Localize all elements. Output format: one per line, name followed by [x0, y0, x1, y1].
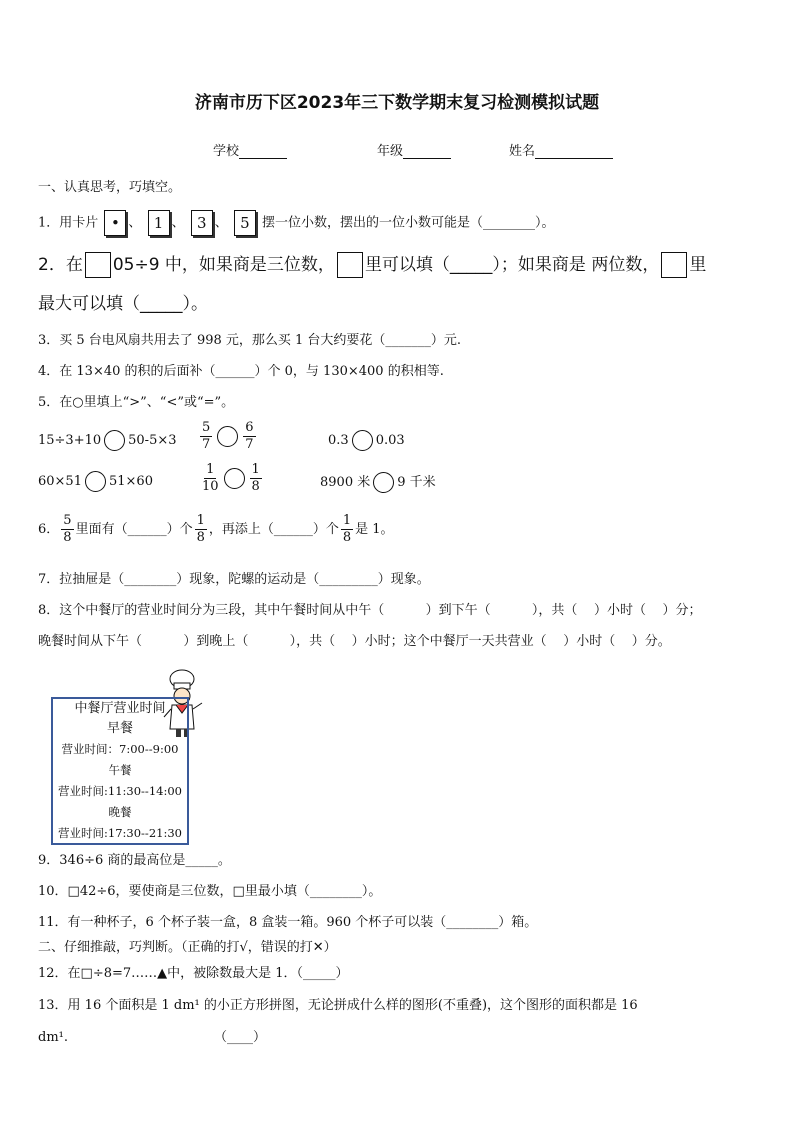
- section-2-heading: 二、仔细推敲，巧判断。（正确的打√，错误的打✕）: [38, 940, 337, 955]
- school-label: 学校: [213, 144, 240, 159]
- question-4: 4．在 13×40 的积的后面补（______）个 0，与 130×400 的积相等.: [38, 364, 444, 379]
- question-13-line2: dm¹.: [38, 1030, 68, 1045]
- schedule-box: [51, 697, 189, 845]
- compare-5: $\frac{1}{10}$ $\frac{1}{8}$: [202, 462, 260, 494]
- question-12: 12．在□÷8=7……▲中，被除数最大是 1．（_____）: [38, 966, 349, 981]
- question-3: 3．买 5 台电风扇共用去了 998 元，那么买 1 台大约要花（_______）元.: [38, 333, 462, 348]
- question-7: 7．拉抽屉是（________）现象，陀螺的运动是（_________）现象。: [38, 572, 430, 587]
- question-8-line2: 晚餐时间从下午（ ）到晚上（ ），共（ ）小时；这个中餐厅一天共营业（ ）小时（ ）分。: [38, 634, 671, 649]
- blank-box[interactable]: [337, 252, 363, 278]
- blank-box[interactable]: [85, 252, 111, 278]
- compare-4: 60×51 51×60: [38, 471, 153, 492]
- question-11: 11．有一种杯子，6 个杯子装一盒，8 盒装一箱。960 个杯子可以装（________）箱。: [38, 915, 538, 930]
- compare-circle[interactable]: [217, 426, 238, 447]
- question-13-line1: 13．用 16 个面积是 1 dm¹ 的小正方形拼图，无论拼成什么样的图形(不重叠)，这个图形的面积都是 16: [38, 998, 638, 1013]
- question-5: 5．在○里填上“>”、“<”或“=”。: [38, 395, 235, 410]
- schedule-title: 中餐厅营业时间: [74, 701, 166, 716]
- dinner-time: 营业时间:17:30--21:30: [58, 826, 182, 840]
- compare-circle[interactable]: [85, 471, 106, 492]
- compare-circle[interactable]: [352, 430, 373, 451]
- compare-6: 8900 米 9 千米: [320, 471, 436, 493]
- blank-box[interactable]: [661, 252, 687, 278]
- card-1: 1: [148, 210, 170, 236]
- lunch-label: 午餐: [108, 763, 132, 777]
- question-10: 10．□42÷6，要使商是三位数，□里最小填（________）。: [38, 884, 382, 899]
- compare-circle[interactable]: [373, 472, 394, 493]
- lunch-time: 营业时间:11:30--14:00: [58, 784, 182, 798]
- compare-3: 0.3 0.03: [328, 430, 405, 451]
- name-label: 姓名: [509, 144, 536, 159]
- section-1-heading: 一、认真思考，巧填空。: [38, 180, 182, 195]
- question-2: 2．在 05÷9 中，如果商是三位数， 里可以填（_____）；如果商是 两位数， 里: [38, 252, 706, 278]
- compare-1: 15÷3+10 50-5×3: [38, 430, 177, 451]
- card-5: 5: [234, 210, 256, 236]
- question-13-answer: （____）: [214, 1030, 267, 1045]
- card-3: 3: [191, 210, 213, 236]
- question-1: 1．用卡片 • 、 1 、 3 、 5 摆一位小数，摆出的一位小数可能是（________）。: [38, 210, 555, 236]
- page-title: 济南市历下区2023年三下数学期末复习检测模拟试题: [194, 93, 600, 113]
- breakfast-label: 早餐: [106, 721, 133, 736]
- breakfast-time: 营业时间：7:00--9:00: [61, 742, 179, 756]
- question-6: 6． $\frac{5}{8}$ 里面有（______）个 $\frac{1}{8}$ ，再添上（______）个 $\frac{1}{8}$ 是 1。: [38, 513, 394, 545]
- school-field[interactable]: [213, 140, 287, 159]
- compare-circle[interactable]: [104, 430, 125, 451]
- grade-label: 年级: [377, 144, 404, 159]
- grade-field[interactable]: [377, 140, 451, 159]
- question-9: 9．346÷6 商的最高位是_____。: [38, 853, 231, 868]
- dinner-label: 晚餐: [108, 805, 132, 819]
- card-dot: •: [104, 210, 126, 236]
- name-field[interactable]: [509, 140, 613, 159]
- question-8-line1: 8．这个中餐厅的营业时间分为三段，其中午餐时间从中午（ ）到下午（ ），共（ ）小时（ ）分；: [38, 603, 702, 618]
- compare-circle[interactable]: [224, 468, 245, 489]
- compare-2: $\frac{5}{7}$ $\frac{6}{7}$: [202, 420, 254, 452]
- question-2-cont: 最大可以填（_____）。: [38, 294, 208, 314]
